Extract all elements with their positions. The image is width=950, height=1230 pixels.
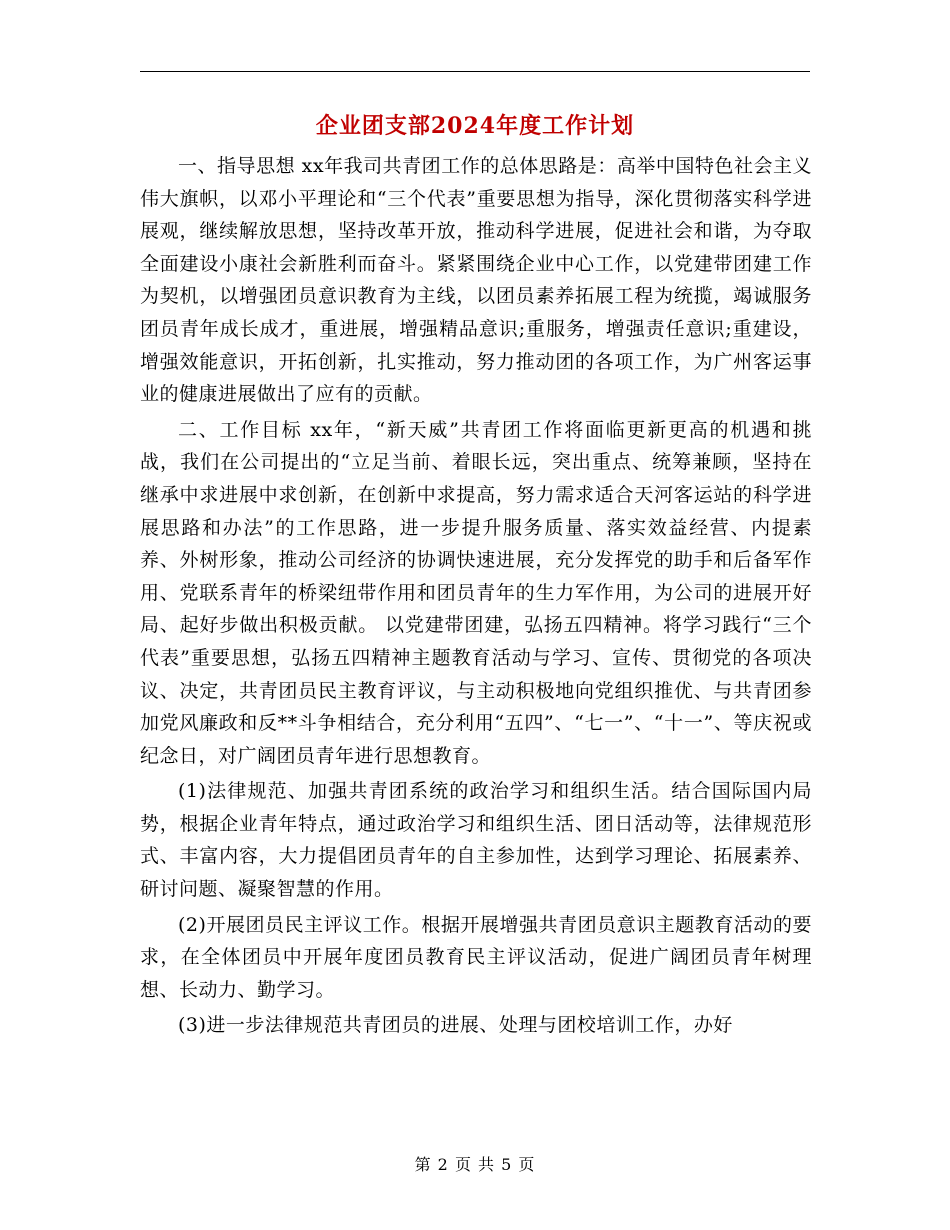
header-rule	[140, 71, 810, 72]
paragraph-item-1: (1)法律规范、加强共青团系统的政治学习和组织生活。结合国际国内局势，根据企业青年特点，通过政治学习和组织生活、团日活动等，法律规范形式、丰富内容，大力提倡团员青年的自主参加性，达到学习理论、拓展素养、研讨问题、凝聚智慧的作用。	[140, 780, 812, 901]
document-body	[140, 150, 812, 1045]
paragraph-item-3: (3)进一步法律规范共青团员的进展、处理与团校培训工作，办好	[178, 1014, 733, 1037]
page-number-footer: 第 2 页 共 5 页	[414, 1155, 536, 1174]
paragraph-item-2: (2)开展团员民主评议工作。根据开展增强共青团员意识主题教育活动的要求，在全体团员中开展年度团员教育民主评议活动，促进广阔团员青年树理想、长动力、勤学习。	[140, 913, 812, 1001]
page-title: 企业团支部2024年度工作计划	[315, 113, 635, 139]
paragraph-work-goals: 二、工作目标 xx年，“新天威”共青团工作将面临更新更高的机遇和挑战，我们在公司提出的“立足当前、着眼长远，突出重点、统筹兼顾，坚持在继承中求进展中求创新，在创新中求提高，努力需求适合天河客运站的科学进展思路和办法”的工作思路，进一步提升服务质量、落实效益经营、内提素养、外树形象，推动公司经济的协调快速进展，充分发挥党的助手和后备军作用、党联系青年的桥梁纽带作用和团员青年的生力军作用，为公司的进展开好局、起好步做出积极贡献。 以党建带团建，弘扬五四精神。将学习践行“三个代表”重要思想，弘扬五四精神主题教育活动与学习、宣传、贯彻党的各项决议、决定，共青团员民主教育评议，与主动积极地向党组织推优、与共青团参加党风廉政和反**斗争相结合，充分利用“五四”、“七一”、“十一”、等庆祝或纪念日，对广阔团员青年进行思想教育。	[140, 418, 812, 767]
paragraph-guiding-ideology: 一、指导思想 xx年我司共青团工作的总体思路是：高举中国特色社会主义伟大旗帜，以邓小平理论和“三个代表”重要思想为指导，深化贯彻落实科学进展观，继续解放思想，坚持改革开放，推动科学进展，促进社会和谐，为夺取全面建设小康社会新胜利而奋斗。紧紧围绕企业中心工作，以党建带团建工作为契机，以增强团员意识教育为主线，以团员素养拓展工程为统揽，竭诚服务团员青年成长成才，重进展，增强精品意识;重服务，增强责任意识;重建设，增强效能意识，开拓创新，扎实推动，努力推动团的各项工作，为广州客运事业的健康进展做出了应有的贡献。	[140, 155, 812, 406]
